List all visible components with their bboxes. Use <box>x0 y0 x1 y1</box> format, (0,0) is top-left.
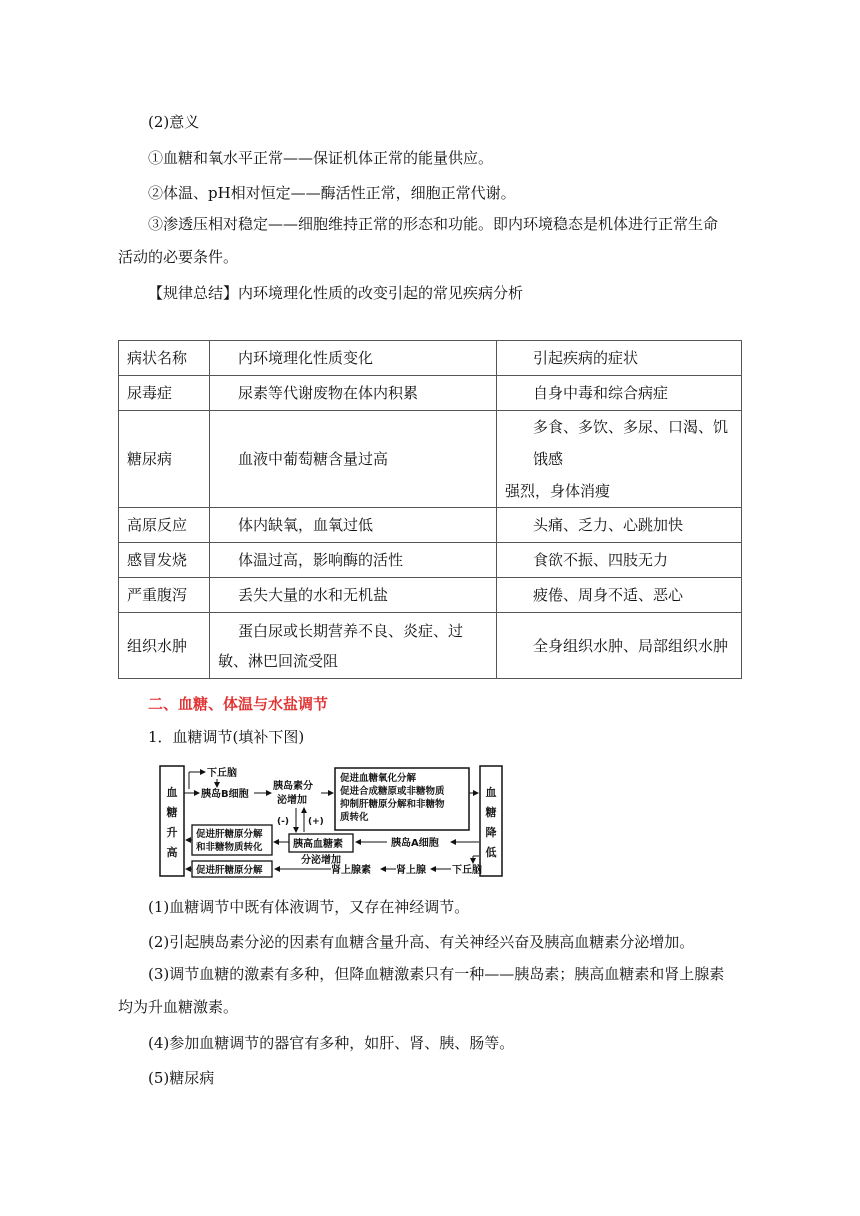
meaning-item-2: ②体温、pH相对恒定——酶活性正常，细胞正常代谢。 <box>148 184 516 202</box>
table-row <box>119 508 742 543</box>
table-row <box>119 613 742 679</box>
adrenaline-label: 肾上腺素 <box>331 865 371 876</box>
meaning-item-1: ①血糖和氧水平正常——保证机体正常的能量供应。 <box>148 149 494 167</box>
promote-line: 和非糖物质转化 <box>196 842 263 853</box>
promote-line: 促进肝糖原分解 <box>196 829 263 840</box>
insulin-label-2: 泌增加 <box>277 795 307 806</box>
symptom: 疲倦、周身不适、恶心 <box>497 578 742 613</box>
table-row <box>119 376 742 411</box>
note-5: (5)糖尿病 <box>148 1069 215 1087</box>
disease-name: 组织水肿 <box>119 613 210 679</box>
left-box <box>160 766 184 876</box>
property-change: 丢失大量的水和无机盐 <box>210 578 497 613</box>
section-title: 二、血糖、体温与水盐调节 <box>148 695 329 713</box>
hypothalamus-top: 下丘脑 <box>207 768 237 779</box>
symptom: 自身中毒和综合病症 <box>497 376 742 411</box>
note-3-line-2: 均为升血糖激素。 <box>118 998 239 1016</box>
effect-line: 促进血糖氧化分解 <box>340 773 417 784</box>
property-change <box>210 613 497 679</box>
disease-name: 感冒发烧 <box>119 543 210 578</box>
promote-2-label: 促进肝糖原分解 <box>196 865 263 876</box>
symptom <box>497 411 742 508</box>
symptom-line: 强烈，身体消瘦 <box>505 482 611 500</box>
symptom: 食欲不振、四肢无力 <box>497 543 742 578</box>
disease-name: 尿毒症 <box>119 376 210 411</box>
a-cell: 胰岛A细胞 <box>391 838 439 849</box>
symptom: 全身组织水肿、局部组织水肿 <box>497 613 742 679</box>
disease-table <box>118 340 742 679</box>
symptom: 头痛、乏力、心跳加快 <box>497 508 742 543</box>
subsection-title: 1．血糖调节(填补下图) <box>148 728 305 746</box>
right-box-label: 血糖降低 <box>485 786 497 859</box>
plus-sign: (+) <box>308 817 324 827</box>
change-line: 蛋白尿或长期营养不良、炎症、过 <box>238 621 464 640</box>
blood-glucose-diagram <box>159 762 504 880</box>
note-2: (2)引起胰岛素分泌的因素有血糖含量升高、有关神经兴奋及胰高血糖素分泌增加。 <box>148 933 695 951</box>
minus-sign: (-) <box>277 817 289 827</box>
header-cell: 病状名称 <box>119 341 210 376</box>
adrenal-label: 肾上腺 <box>396 865 426 876</box>
header-cell: 引起疾病的症状 <box>497 341 742 376</box>
glucagon-label: 胰高血糖素 <box>293 839 343 850</box>
header-cell: 内环境理化性质变化 <box>210 341 497 376</box>
meaning-item-3-line-2: 活动的必要条件。 <box>118 248 239 266</box>
property-change: 尿素等代谢废物在体内积累 <box>210 376 497 411</box>
left-box-label: 血糖升高 <box>166 786 178 859</box>
note-1: (1)血糖调节中既有体液调节，又存在神经调节。 <box>148 898 470 916</box>
effect-line: 促进合成糖原或非糖物质 <box>340 786 445 797</box>
right-box <box>480 766 502 876</box>
summary-title: 【规律总结】内环境理化性质的改变引起的常见疾病分析 <box>148 284 524 302</box>
disease-name: 严重腹泻 <box>119 578 210 613</box>
table-row <box>119 578 742 613</box>
table-row <box>119 411 742 508</box>
change-line: 敏、淋巴回流受阻 <box>218 651 339 670</box>
property-change: 体内缺氧，血氧过低 <box>210 508 497 543</box>
effect-line: 质转化 <box>340 812 369 823</box>
meaning-heading: (2)意义 <box>148 113 200 131</box>
table-header-row <box>119 341 742 376</box>
note-3-line-1: (3)调节血糖的激素有多种，但降血糖激素只有一种——胰岛素；胰高血糖素和肾上腺素 <box>148 965 725 983</box>
disease-name: 糖尿病 <box>119 411 210 508</box>
table-row <box>119 543 742 578</box>
effect-line: 抑制肝糖原分解和非糖物 <box>340 799 445 810</box>
note-4: (4)参加血糖调节的器官有多种，如肝、肾、胰、肠等。 <box>148 1034 515 1052</box>
property-change: 血液中葡萄糖含量过高 <box>210 411 497 508</box>
symptom-line: 多食、多饮、多尿、口渴、饥饿感 <box>533 418 729 468</box>
b-cell: 胰岛B细胞 <box>201 789 249 800</box>
property-change: 体温过高，影响酶的活性 <box>210 543 497 578</box>
hypothalamus-bottom: 下丘脑 <box>452 865 482 876</box>
secretion-label: 分泌增加 <box>301 855 341 866</box>
disease-name: 高原反应 <box>119 508 210 543</box>
meaning-item-3-line-1: ③渗透压相对稳定——细胞维持正常的形态和功能。即内环境稳态是机体进行正常生命 <box>148 215 719 233</box>
insulin-label-1: 胰岛素分 <box>273 781 313 792</box>
